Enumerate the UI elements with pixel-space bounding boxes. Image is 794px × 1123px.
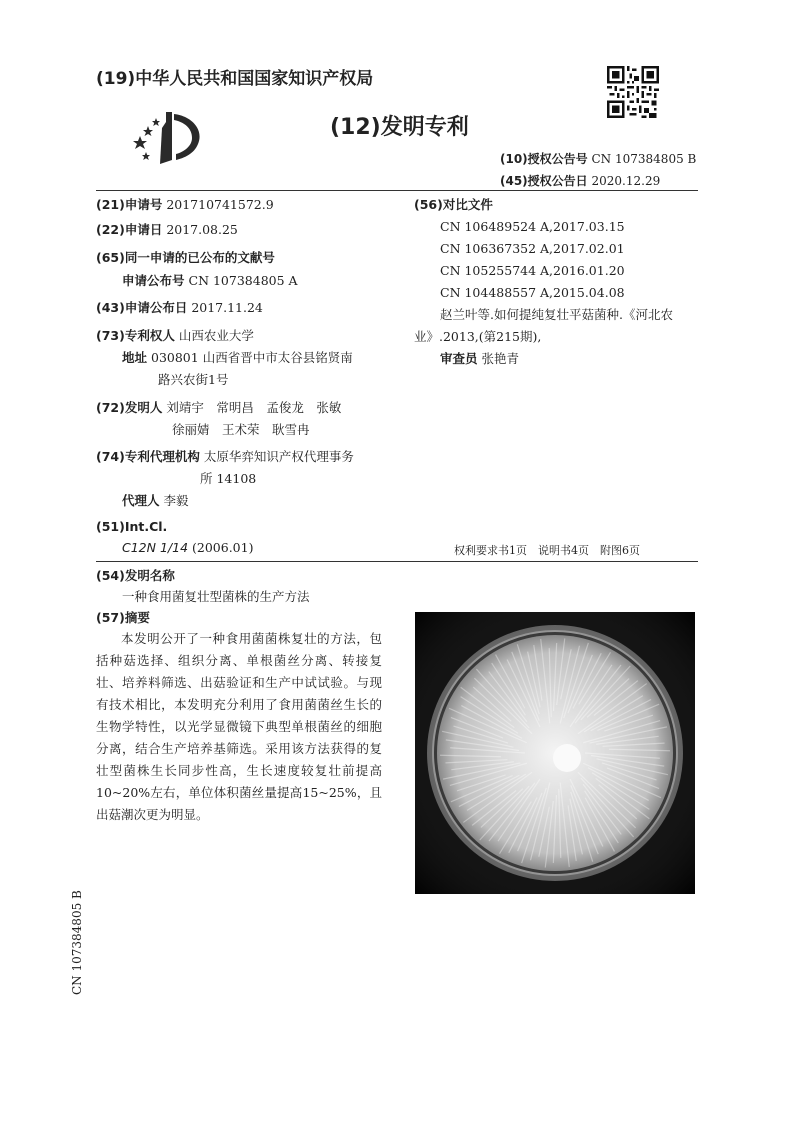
patentee: 山西农业大学 xyxy=(178,328,254,343)
address-row xyxy=(122,347,353,369)
office-heading: (19)中华人民共和国国家知识产权局 xyxy=(96,69,374,89)
nonpatent-reference-line-1: 赵兰叶等.如何提纯复壮平菇菌种.《河北农 xyxy=(440,307,673,322)
publication-date-row xyxy=(96,297,263,319)
invention-title-label: (54)发明名称 xyxy=(96,568,175,583)
agency-row xyxy=(96,446,354,468)
address-line-1: 030801 山西省晋中市太谷县铭贤南 xyxy=(151,350,353,365)
side-patent-number: CN 107384805 B xyxy=(70,890,84,995)
intcl-version: (2006.01) xyxy=(192,540,254,555)
references-label: (56)对比文件 xyxy=(414,197,493,212)
inventors-line-1: 刘靖宇 常明昌 孟俊龙 张敏 xyxy=(166,400,342,415)
publication-date-label: (43)申请公布日 xyxy=(96,300,188,315)
application-number: 201710741572.9 xyxy=(166,197,274,212)
grant-number-label: (10)授权公告号 xyxy=(500,152,588,166)
reference-4: CN 104488557 A,2015.04.08 xyxy=(440,285,625,300)
inventors-label: (72)发明人 xyxy=(96,400,163,415)
abstract-body xyxy=(96,628,382,826)
cnipa-emblem-logo xyxy=(132,108,206,166)
bibliographic-divider xyxy=(96,561,698,562)
application-number-label: (21)申请号 xyxy=(96,197,163,212)
address-line-2: 路兴农街1号 xyxy=(158,372,229,387)
patentee-row xyxy=(96,325,254,347)
petri-dish-culture-image xyxy=(415,612,695,894)
grant-number-row xyxy=(500,150,696,167)
examiner: 张艳青 xyxy=(481,351,520,366)
agency-line-1: 太原华弈知识产权代理事务 xyxy=(203,449,354,464)
inventors-row xyxy=(96,397,341,419)
reference-3: CN 105255744 A,2016.01.20 xyxy=(440,263,625,278)
prior-publication-label: (65)同一申请的已公布的文献号 xyxy=(96,250,275,265)
intcl-code: C12N 1/14 xyxy=(122,540,189,555)
agent-label: 代理人 xyxy=(122,493,160,508)
inventors-line-2: 徐丽婧 王术荣 耿雪冉 xyxy=(172,422,310,437)
header-divider xyxy=(96,190,698,191)
reference-1: CN 106489524 A,2017.03.15 xyxy=(440,219,625,234)
patentee-label: (73)专利权人 xyxy=(96,328,175,343)
examiner-row xyxy=(440,348,519,370)
prior-publication-number: CN 107384805 A xyxy=(188,273,298,288)
prior-publication-sub-label: 申请公布号 xyxy=(122,273,185,288)
agency-label: (74)专利代理机构 xyxy=(96,449,200,464)
grant-date-label: (45)授权公告日 xyxy=(500,174,588,188)
application-number-row xyxy=(96,194,274,216)
application-date: 2017.08.25 xyxy=(166,222,238,237)
grant-date-row xyxy=(500,172,660,189)
grant-number: CN 107384805 B xyxy=(591,152,697,166)
application-date-label: (22)申请日 xyxy=(96,222,163,237)
publication-date: 2017.11.24 xyxy=(191,300,263,315)
nonpatent-reference-line-2: 业》.2013,(第215期), xyxy=(414,329,542,344)
application-date-row xyxy=(96,219,238,241)
invention-title: 一种食用菌复壮型菌株的生产方法 xyxy=(122,589,310,604)
agent: 李毅 xyxy=(163,493,189,508)
examiner-label: 审查员 xyxy=(440,351,478,366)
intcl-row xyxy=(122,537,253,559)
page-counts: 权利要求书1页 说明书4页 附图6页 xyxy=(454,544,640,557)
grant-date: 2020.12.29 xyxy=(591,174,661,188)
abstract-label: (57)摘要 xyxy=(96,610,150,625)
intcl-label: (51)Int.Cl. xyxy=(96,519,168,534)
agent-row xyxy=(122,490,189,512)
abstract-text: 本发明公开了一种食用菌菌株复壮的方法，包括种菇选择、组织分离、单根菌丝分离、转接复壮、培养料筛选、出菇验证和生产中试试验。与现有技术相比，本发明充分利用了食用菌菌丝生长的生物学特性，以光学显微镜下典型单根菌丝的细胞分离，结合生产培养基筛选。采用该方法获得的复壮型菌株生长同步性高，生长速度较复壮前提高10~20%左右，单位体积菌丝量提高15~25%，且出菇潮次更为明显。 xyxy=(96,631,382,822)
agency-line-2: 所 14108 xyxy=(200,471,257,486)
address-label: 地址 xyxy=(122,350,148,365)
reference-2: CN 106367352 A,2017.02.01 xyxy=(440,241,625,256)
prior-publication-row xyxy=(122,270,298,292)
qr-code-icon xyxy=(607,66,659,118)
document-kind-heading: (12)发明专利 xyxy=(330,115,469,140)
